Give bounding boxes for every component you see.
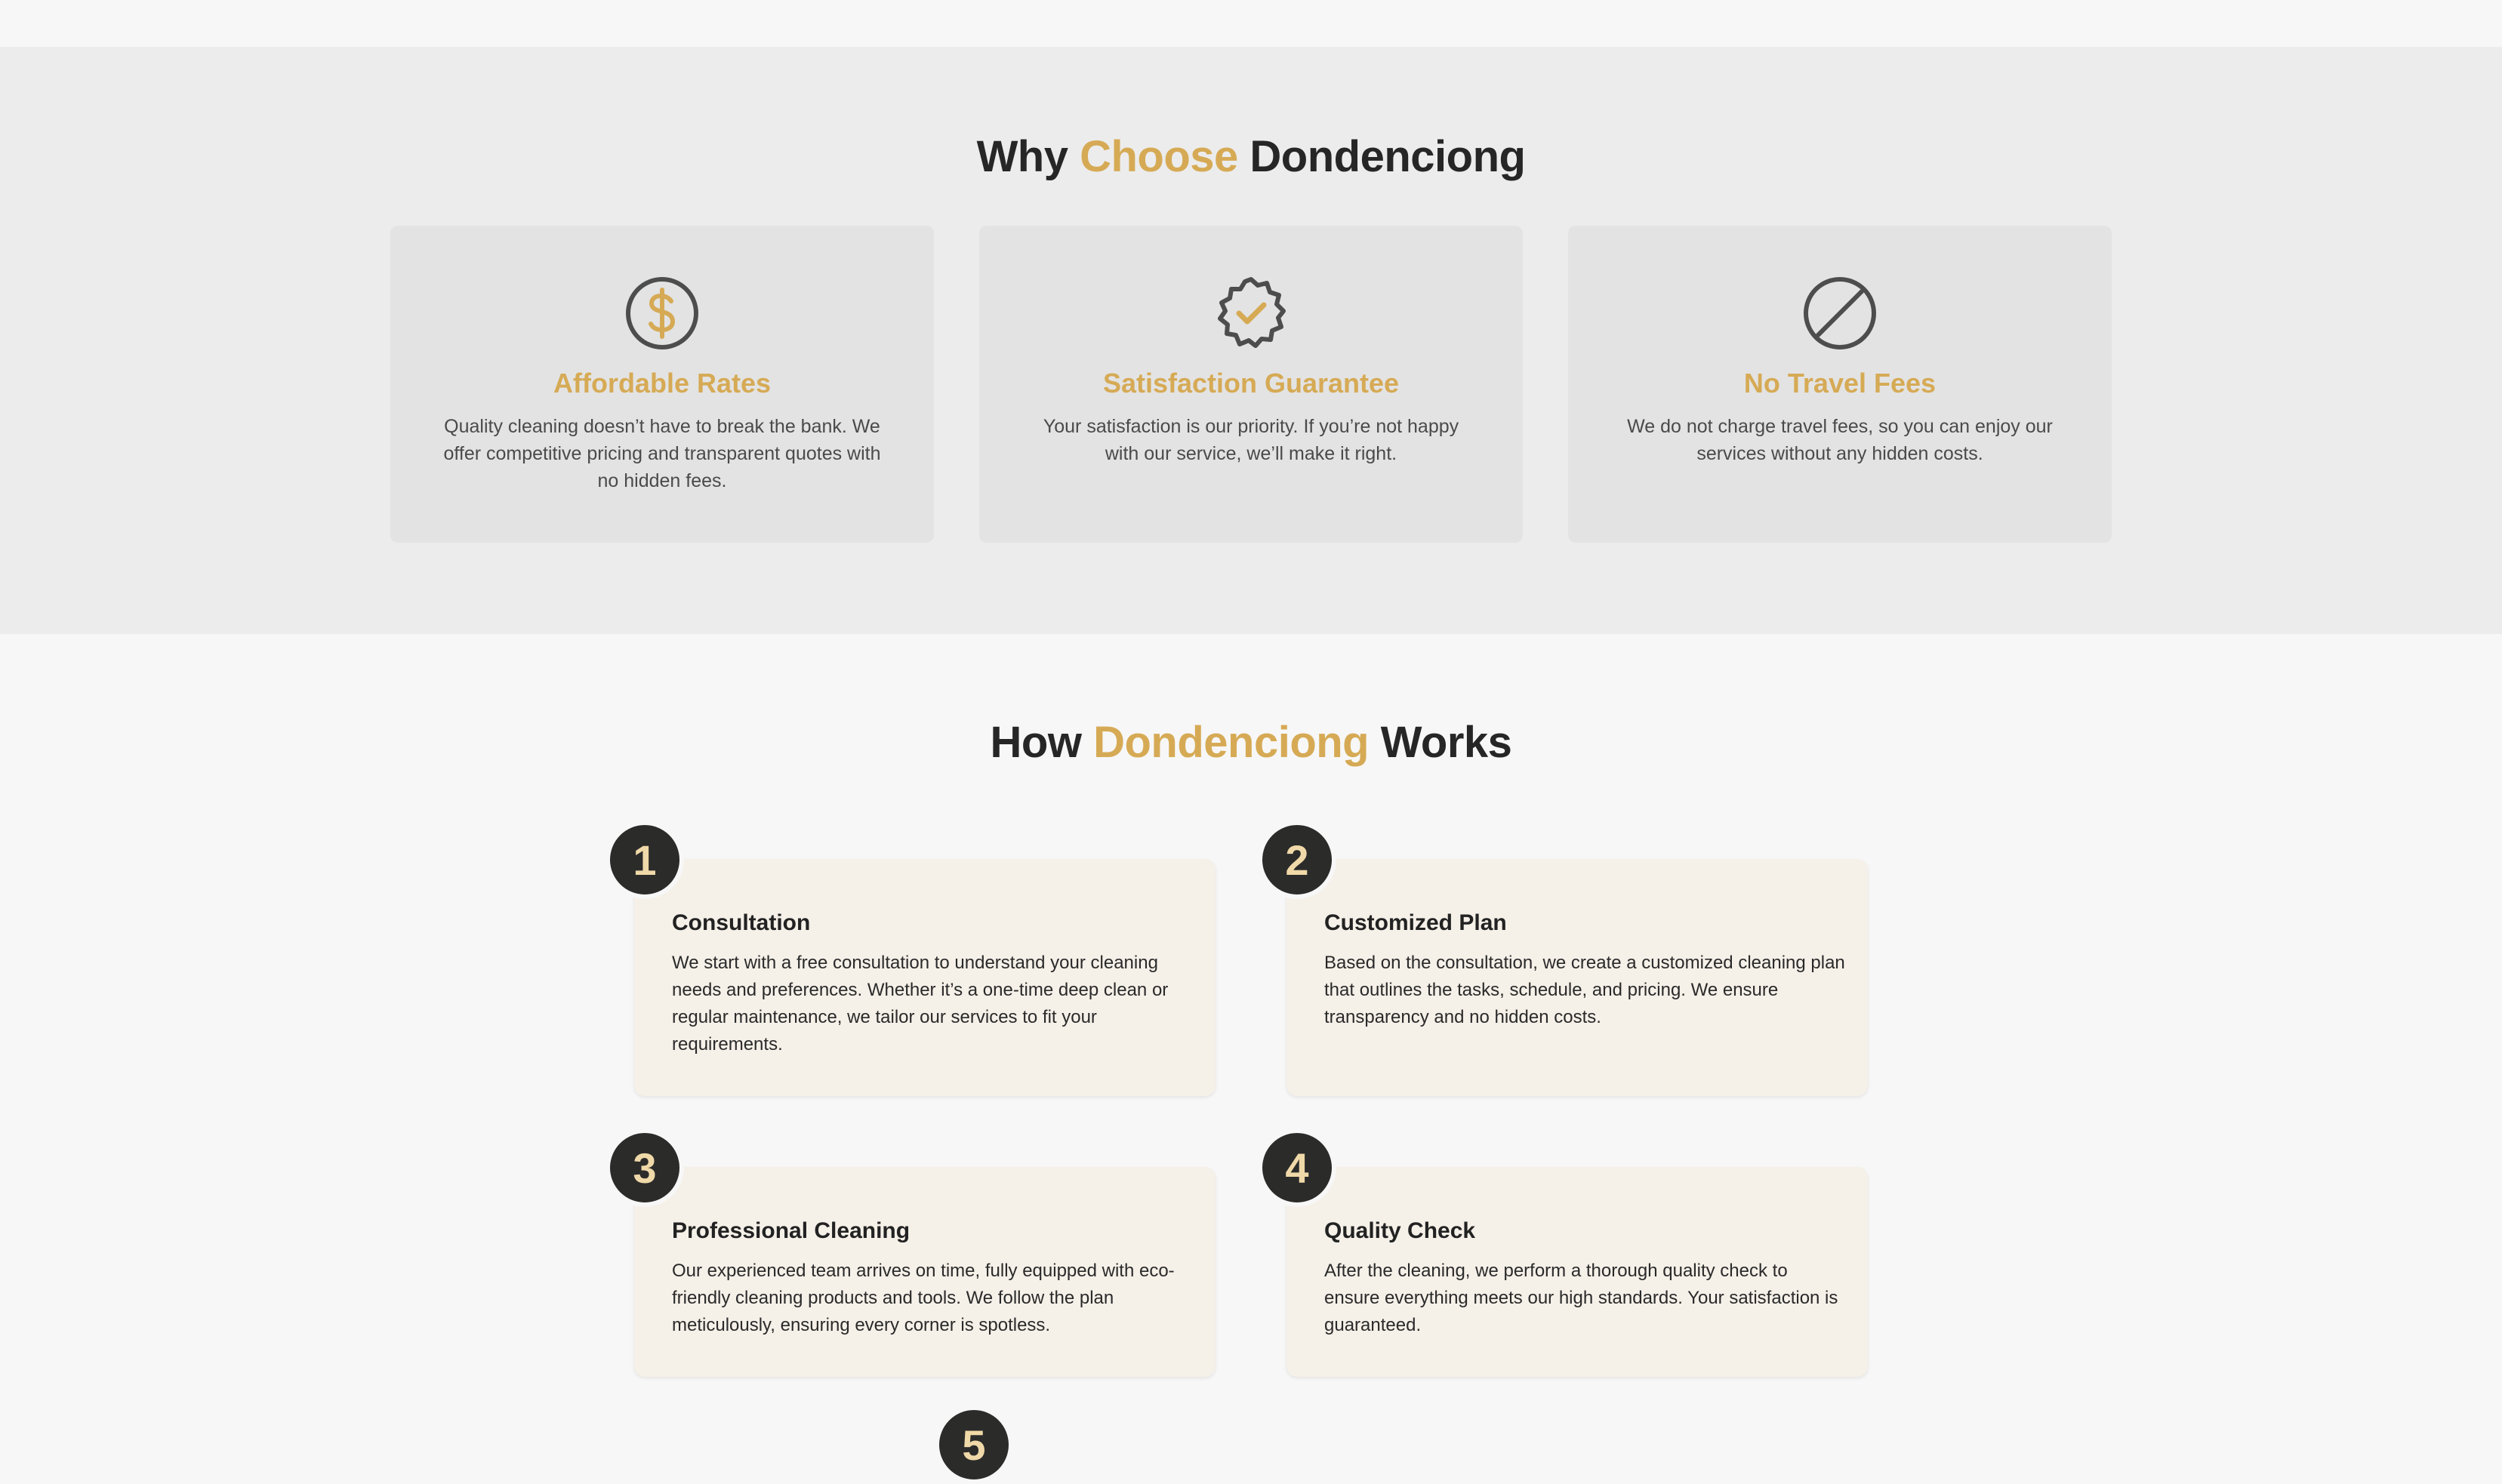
feature-title: No Travel Fees — [1743, 368, 1937, 399]
step-title: Quality Check — [1324, 1218, 1476, 1243]
feature-title: Satisfaction Guarantee — [1102, 368, 1400, 399]
page-top-strip — [0, 0, 2502, 47]
step-description: We start with a free consultation to understand your cleaning needs and preferences. Whether it’s a one-time deep clean or regular maintenance, we tailor our services to fit your requirements. — [672, 953, 1169, 1055]
step-number-badge: 2 — [1258, 821, 1336, 899]
feature-description: We do not charge travel fees, so you can enjoy our services without any hidden costs. — [1627, 416, 2053, 464]
feature-card-affordable-rates — [390, 226, 934, 543]
step-card-customized-plan — [1286, 859, 1868, 1096]
feature-card-satisfaction-guarantee — [979, 226, 1523, 543]
step-title: Professional Cleaning — [672, 1218, 911, 1243]
step-description: After the cleaning, we perform a thorough quality check to ensure everything meets our high standards. Your satisfaction is guaranteed. — [1324, 1261, 1838, 1335]
step-number-badge: 3 — [605, 1128, 684, 1207]
step-title: Consultation — [672, 910, 811, 935]
step-card-professional-cleaning — [634, 1167, 1216, 1377]
step-number-badge: 1 — [605, 821, 684, 899]
step-card-consultation — [634, 859, 1216, 1096]
step-number-badge: 5 — [935, 1405, 1013, 1484]
step-description: Our experienced team arrives on time, fully equipped with eco-friendly cleaning products and tools. We follow the plan meticulously, ensuring every corner is spotless. — [672, 1261, 1175, 1335]
feature-description: Quality cleaning doesn’t have to break the bank. We offer competitive pricing and transparent quotes with no hidden fees. — [443, 416, 881, 491]
feature-title: Affordable Rates — [553, 368, 772, 399]
step-card-quality-check — [1286, 1167, 1868, 1377]
step-number-badge: 4 — [1258, 1128, 1336, 1207]
badge-check-icon — [1213, 276, 1289, 351]
step-title: Customized Plan — [1324, 910, 1507, 935]
feature-card-no-travel-fees — [1568, 226, 2112, 543]
feature-description: Your satisfaction is our priority. If you’re not happy with our service, we’ll make it right. — [1043, 416, 1459, 464]
dollar-circle-icon — [624, 276, 700, 351]
how-it-works-title: How Dondenciong Works — [990, 718, 1512, 767]
why-choose-title: Why Choose Dondenciong — [976, 132, 1526, 181]
why-choose-section — [0, 47, 2502, 634]
prohibited-icon — [1802, 276, 1878, 351]
step-description: Based on the consultation, we create a customized cleaning plan that outlines the tasks, schedule, and pricing. We ensure transparency and no hidden costs. — [1324, 953, 1845, 1027]
